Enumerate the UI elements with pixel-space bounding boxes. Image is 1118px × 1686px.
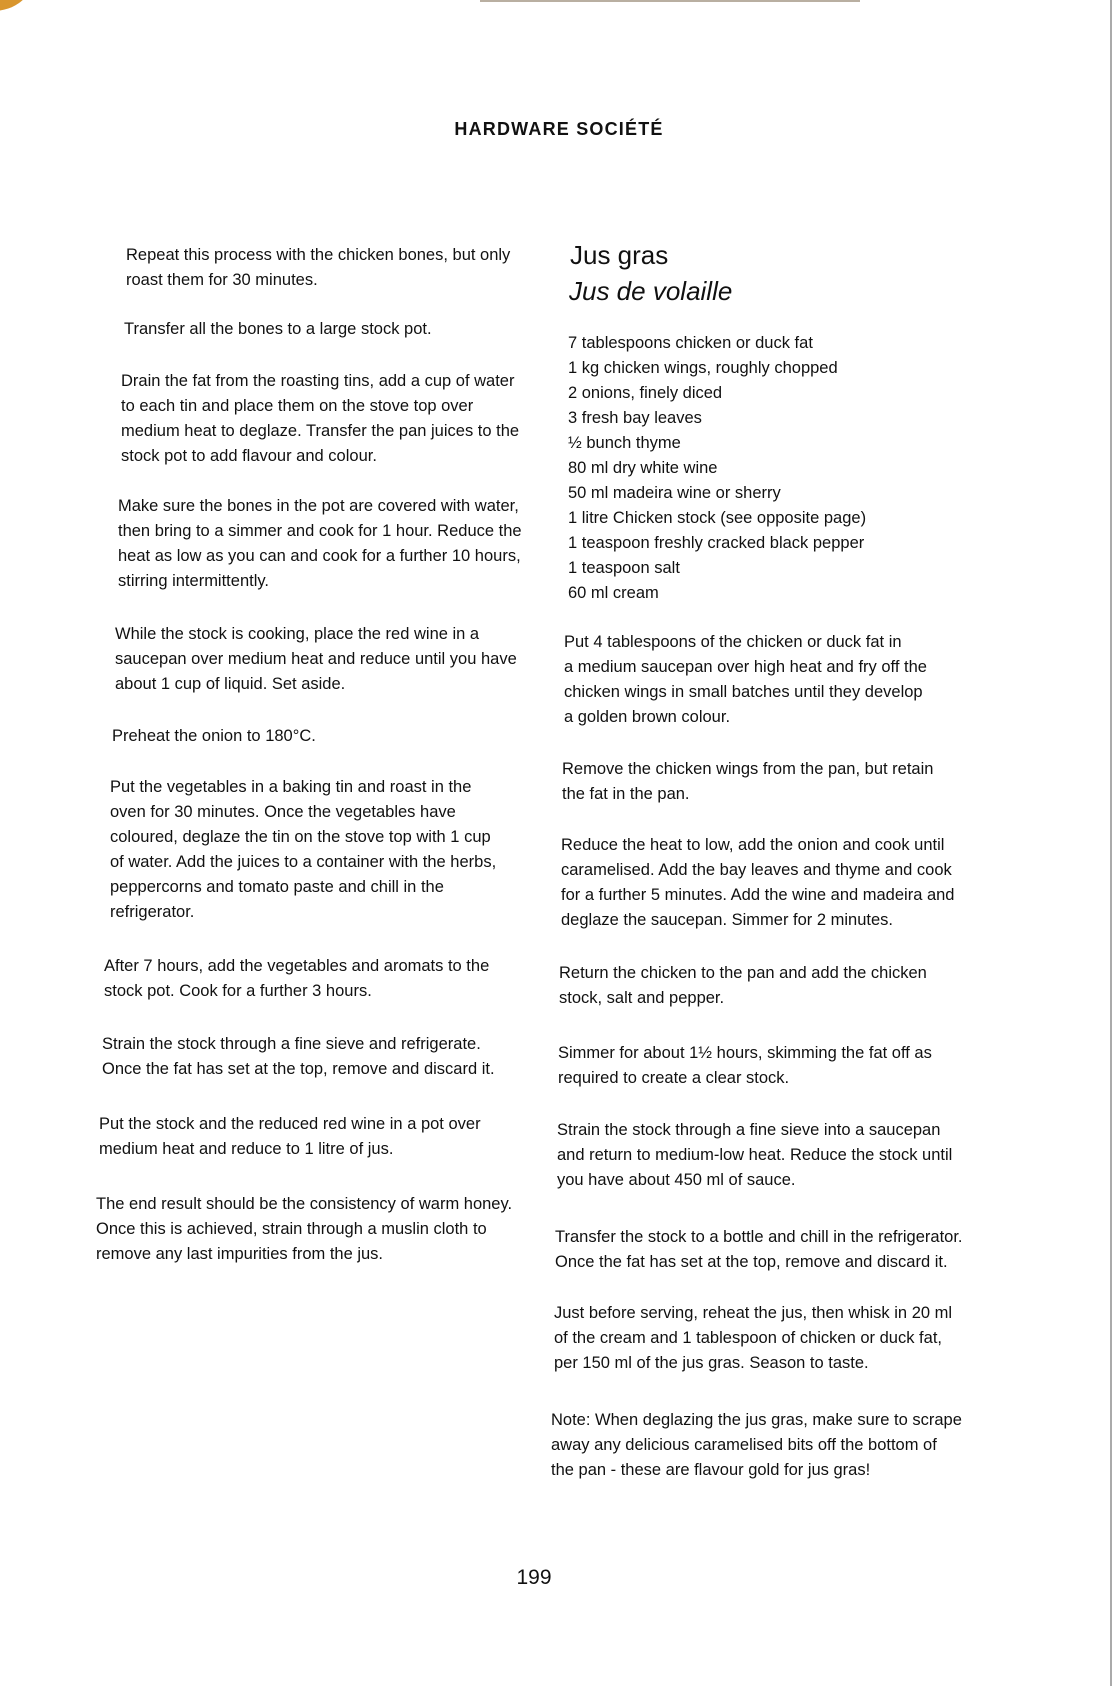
page-corner-decoration xyxy=(0,0,43,18)
page-number: 199 xyxy=(516,1566,552,1589)
top-edge-shadow xyxy=(480,0,860,2)
running-header: HARDWARE SOCIÉTÉ xyxy=(454,119,664,139)
method-step: Just before serving, reheat the jus, then whisk in 20 ml of the cream and 1 tablespoon of chicken or duck fat, per 150 ml of the jus gras. Season to taste. xyxy=(554,1304,953,1372)
method-step: Transfer the stock to a bottle and chill in the refrigerator. Once the fat has set at the top, remove and discard it. xyxy=(555,1228,963,1271)
left-paragraph: Strain the stock through a fine sieve and refrigerate. Once the fat has set at the top, remove and discard it. xyxy=(102,1035,495,1078)
left-paragraph: Put the stock and the reduced red wine in a pot over medium heat and reduce to 1 litre of jus. xyxy=(99,1115,481,1158)
left-paragraph: Put the vegetables in a baking tin and roast in the oven for 30 minutes. Once the vegetables have coloured, deglaze the tin on the stove top with 1 cup of water. Add the juices to a container with the herbs, peppercorns and tomato paste and chill in the refrigerator. xyxy=(110,778,497,921)
left-paragraph: Make sure the bones in the pot are covered with water, then bring to a simmer and cook for 1 hour. Reduce the heat as low as you can and cook for a further 10 hours, stirring intermittently. xyxy=(118,497,522,590)
method-step: Note: When deglazing the jus gras, make sure to scrape away any delicious caramelised bits off the bottom of the pan - these are flavour gold for jus gras! xyxy=(551,1411,962,1479)
method-step: Strain the stock through a fine sieve into a saucepan and return to medium-low heat. Reduce the stock until you have about 450 ml of sauce. xyxy=(557,1121,953,1189)
page-edge xyxy=(1110,0,1112,1686)
left-paragraph: Preheat the onion to 180°C. xyxy=(112,727,316,745)
left-paragraph: Drain the fat from the roasting tins, add a cup of water to each tin and place them on the stove top over medium heat to deglaze. Transfer the pan juices to the stock pot to add flavour and colour. xyxy=(121,372,520,465)
method-step: Put 4 tablespoons of the chicken or duck fat in a medium saucepan over high heat and fry off the chicken wings in small batches until they develop a golden brown colour. xyxy=(564,633,927,726)
left-paragraph: Transfer all the bones to a large stock pot. xyxy=(124,320,432,338)
left-paragraph: The end result should be the consistency of warm honey. Once this is achieved, strain through a muslin cloth to remove any last impurities from the jus. xyxy=(96,1195,513,1263)
method-step: Remove the chicken wings from the pan, but retain the fat in the pan. xyxy=(562,760,934,803)
recipe-title: Jus gras xyxy=(570,240,669,270)
left-paragraph: Repeat this process with the chicken bones, but only roast them for 30 minutes. xyxy=(126,246,511,289)
left-paragraph: After 7 hours, add the vegetables and aromats to the stock pot. Cook for a further 3 hours. xyxy=(104,957,490,1000)
method-step: Return the chicken to the pan and add the chicken stock, salt and pepper. xyxy=(559,964,927,1007)
method-step: Simmer for about 1½ hours, skimming the fat off as required to create a clear stock. xyxy=(558,1044,932,1087)
method-step: Reduce the heat to low, add the onion and cook until caramelised. Add the bay leaves and thyme and cook for a further 5 minutes. Add the wine and madeira and deglaze the saucepan. Simmer for 2 minutes. xyxy=(561,836,955,929)
left-paragraph: While the stock is cooking, place the red wine in a saucepan over medium heat and reduce until you have about 1 cup of liquid. Set aside. xyxy=(115,625,517,693)
recipe-subtitle: Jus de volaille xyxy=(569,276,733,306)
ingredients-list: 7 tablespoons chicken or duck fat 1 kg chicken wings, roughly chopped 2 onions, finely diced 3 fresh bay leaves ½ bunch thyme 80 ml dry white wine 50 ml madeira wine or sherry 1 litre Chicken stock (see opposite page) 1 teaspoon freshly cracked black pepper 1 teaspoon salt 60 ml cream xyxy=(568,334,867,602)
